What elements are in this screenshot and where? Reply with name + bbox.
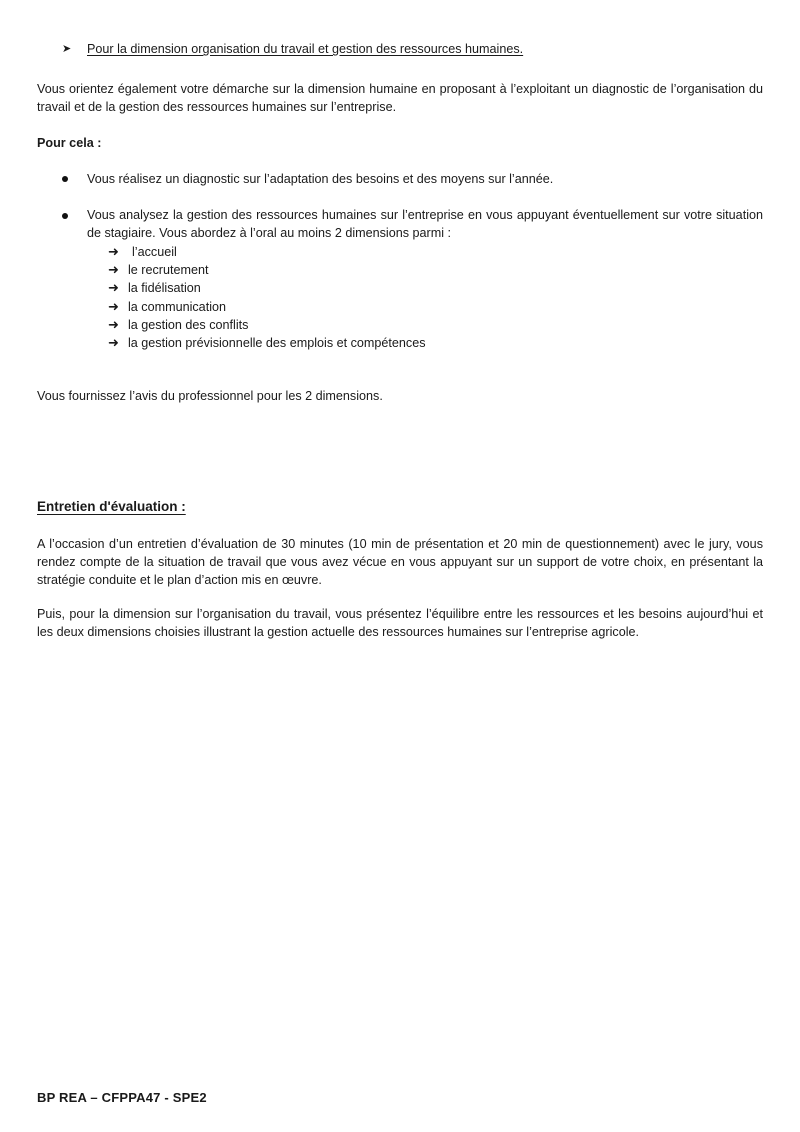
dimensions-list	[108, 243, 426, 352]
bullet-item-2: Vous analysez la gestion des ressources humaines sur l’entreprise en vous appuyant éventuellement sur votre situation de stagiaire. Vous abordez à l’oral au moins 2 dimensions parmi :	[87, 208, 763, 240]
arrowhead-bullet-icon: ➤	[62, 43, 72, 55]
list-item-text: la fidélisation	[128, 281, 201, 296]
list-item-text: le recrutement	[128, 263, 209, 278]
bullet-item-1: Vous réalisez un diagnostic sur l’adaptation des besoins et des moyens sur l’année.	[87, 172, 554, 186]
arrow-right-icon: ➜	[108, 280, 119, 296]
entretien-paragraph-2: Puis, pour la dimension sur l’organisation du travail, vous présentez l’équilibre entre les ressources et les besoins aujourd’hui et les deux dimensions choisies illustrant la gestion actuelle des ressources humaines sur l’entreprise agricole.	[37, 607, 763, 639]
list-item-text: la gestion des conflits	[128, 317, 249, 332]
intro-bullet-text: Pour la dimension organisation du travail et gestion des ressources humaines.	[87, 42, 524, 56]
entretien-paragraph-1: A l’occasion d’un entretien d’évaluation de 30 minutes (10 min de présentation et 20 min de questionnement) avec le jury, vous rendez compte de la situation de travail que vous avez vécue en vous appuyant sur un support de votre choix, en présentant la stratégie conduite et le plan d’action mis en œuvre.	[37, 537, 763, 587]
arrow-right-icon: ➜	[108, 334, 119, 350]
list-item-text: la gestion prévisionnelle des emplois et compétences	[128, 335, 426, 350]
list-item-text: la communication	[128, 299, 226, 314]
intro-paragraph: Vous orientez également votre démarche sur la dimension humaine en proposant à l’exploitant un diagnostic de l’organisation du travail et de la gestion des ressources humaines sur l’entreprise.	[37, 82, 763, 114]
list-item	[108, 261, 426, 279]
arrow-right-icon: ➜	[108, 244, 119, 259]
bullet-dot-icon	[62, 213, 68, 219]
intro-bullet	[87, 40, 523, 58]
bullet-dot-icon	[62, 176, 68, 182]
list-item	[108, 279, 426, 297]
list-item-text: l’accueil	[132, 245, 177, 259]
arrow-right-icon: ➜	[108, 316, 119, 332]
list-item	[108, 316, 426, 334]
list-item	[108, 298, 426, 316]
list-item	[108, 243, 426, 261]
arrow-right-icon: ➜	[108, 298, 119, 314]
list-item	[108, 334, 426, 352]
page-footer: BP REA – CFPPA47 - SPE2	[37, 1090, 207, 1105]
avis-paragraph: Vous fournissez l’avis du professionnel pour les 2 dimensions.	[37, 389, 383, 403]
pour-cela-label: Pour cela :	[37, 136, 102, 150]
entretien-title: Entretien d'évaluation :	[37, 499, 186, 514]
arrow-right-icon: ➜	[108, 262, 119, 278]
